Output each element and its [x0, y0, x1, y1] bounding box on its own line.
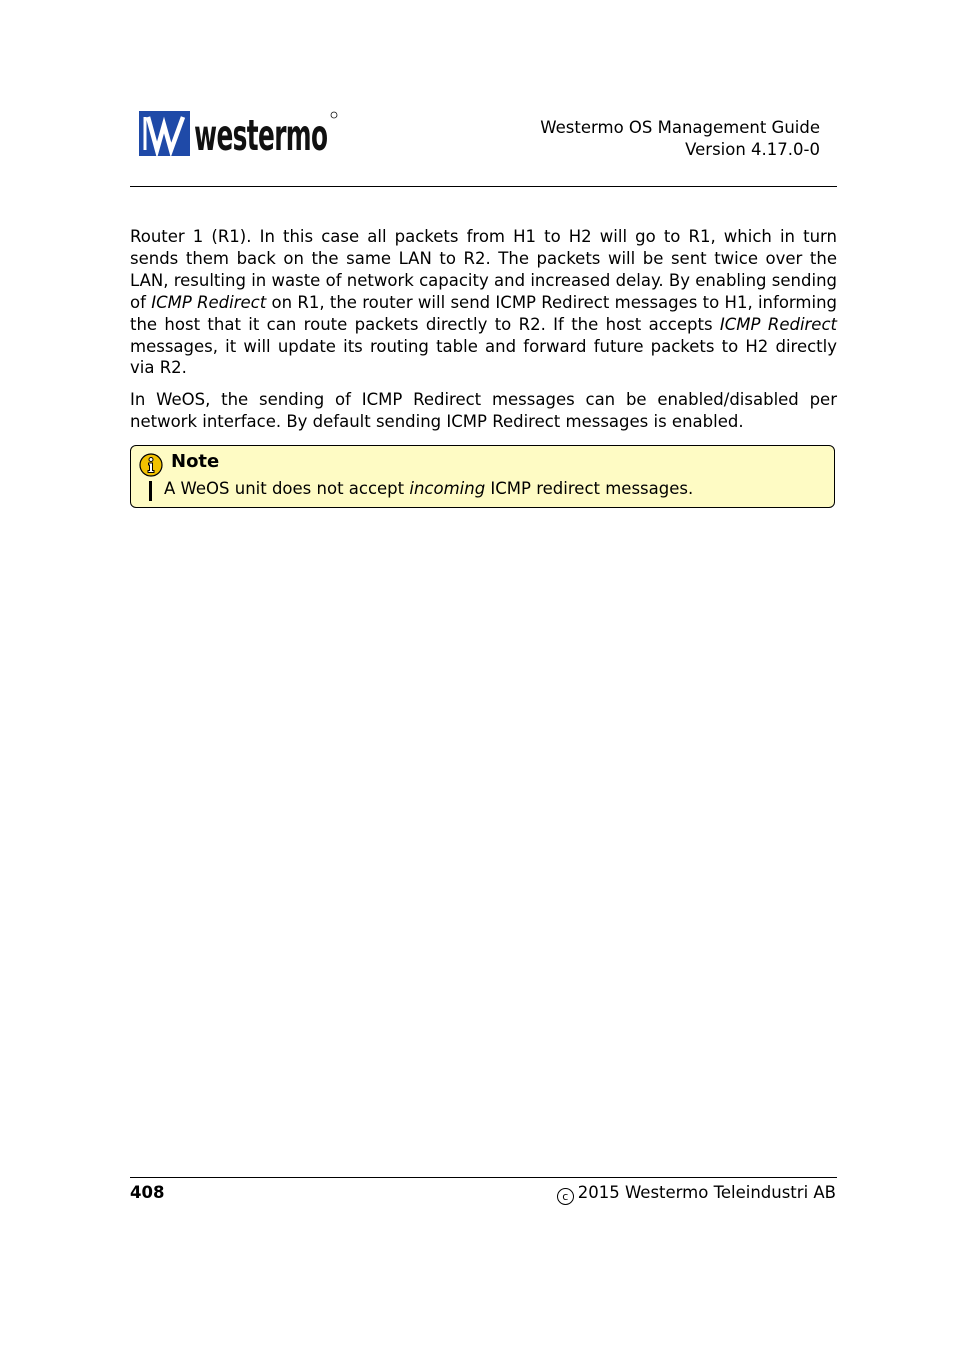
paragraph-icmp-redirect-intro — [130, 226, 837, 379]
note-text-part: A WeOS unit does not accept — [164, 479, 410, 498]
info-icon — [139, 453, 163, 477]
copyright-text: 2015 Westermo Teleindustri AB — [577, 1183, 836, 1202]
note-title: Note — [171, 451, 220, 472]
note-text — [164, 479, 693, 498]
paragraph-weos-default: In WeOS, the sending of ICMP Redirect messages can be enabled/disabled per network interface. By default sending ICMP Redirect messages is enabled. — [130, 390, 837, 432]
note-box — [130, 445, 835, 508]
emphasis-term: ICMP Redirect — [719, 314, 838, 334]
page-number: 408 — [130, 1183, 165, 1202]
note-bar — [149, 481, 152, 501]
note-emphasis: incoming — [409, 479, 486, 498]
note-text-part: ICMP redirect messages. — [485, 479, 694, 498]
body-text — [130, 226, 837, 443]
paragraph-text: Router 1 (R1). In this case all packets from H1 to H2 will go to R1, which in turn sends them back on the same LAN to R2. The packets will be sent twice over the LAN, resulting in waste of network capacity and increased delay. By enabling sending of — [130, 227, 837, 312]
header-divider — [130, 186, 837, 187]
westermo-logo-mark — [139, 110, 339, 158]
footer-divider — [130, 1177, 837, 1178]
logo-wordmark: westermo — [194, 112, 328, 158]
document-version: Version 4.17.0-0 — [685, 140, 820, 159]
copyright-icon: c — [557, 1188, 574, 1205]
copyright — [557, 1183, 836, 1205]
paragraph-text: on R1, the router will send ICMP Redirect messages to H1, informing the host that it can route packets directly to R2. If the host accepts — [130, 292, 838, 334]
document-header — [540, 117, 820, 161]
document-title: Westermo OS Management Guide — [540, 118, 820, 137]
westermo-logo — [139, 110, 339, 158]
paragraph-text: messages, it will update its routing table and forward future packets to H2 directly via R2. — [130, 336, 837, 378]
emphasis-term: ICMP Redirect — [151, 292, 267, 312]
